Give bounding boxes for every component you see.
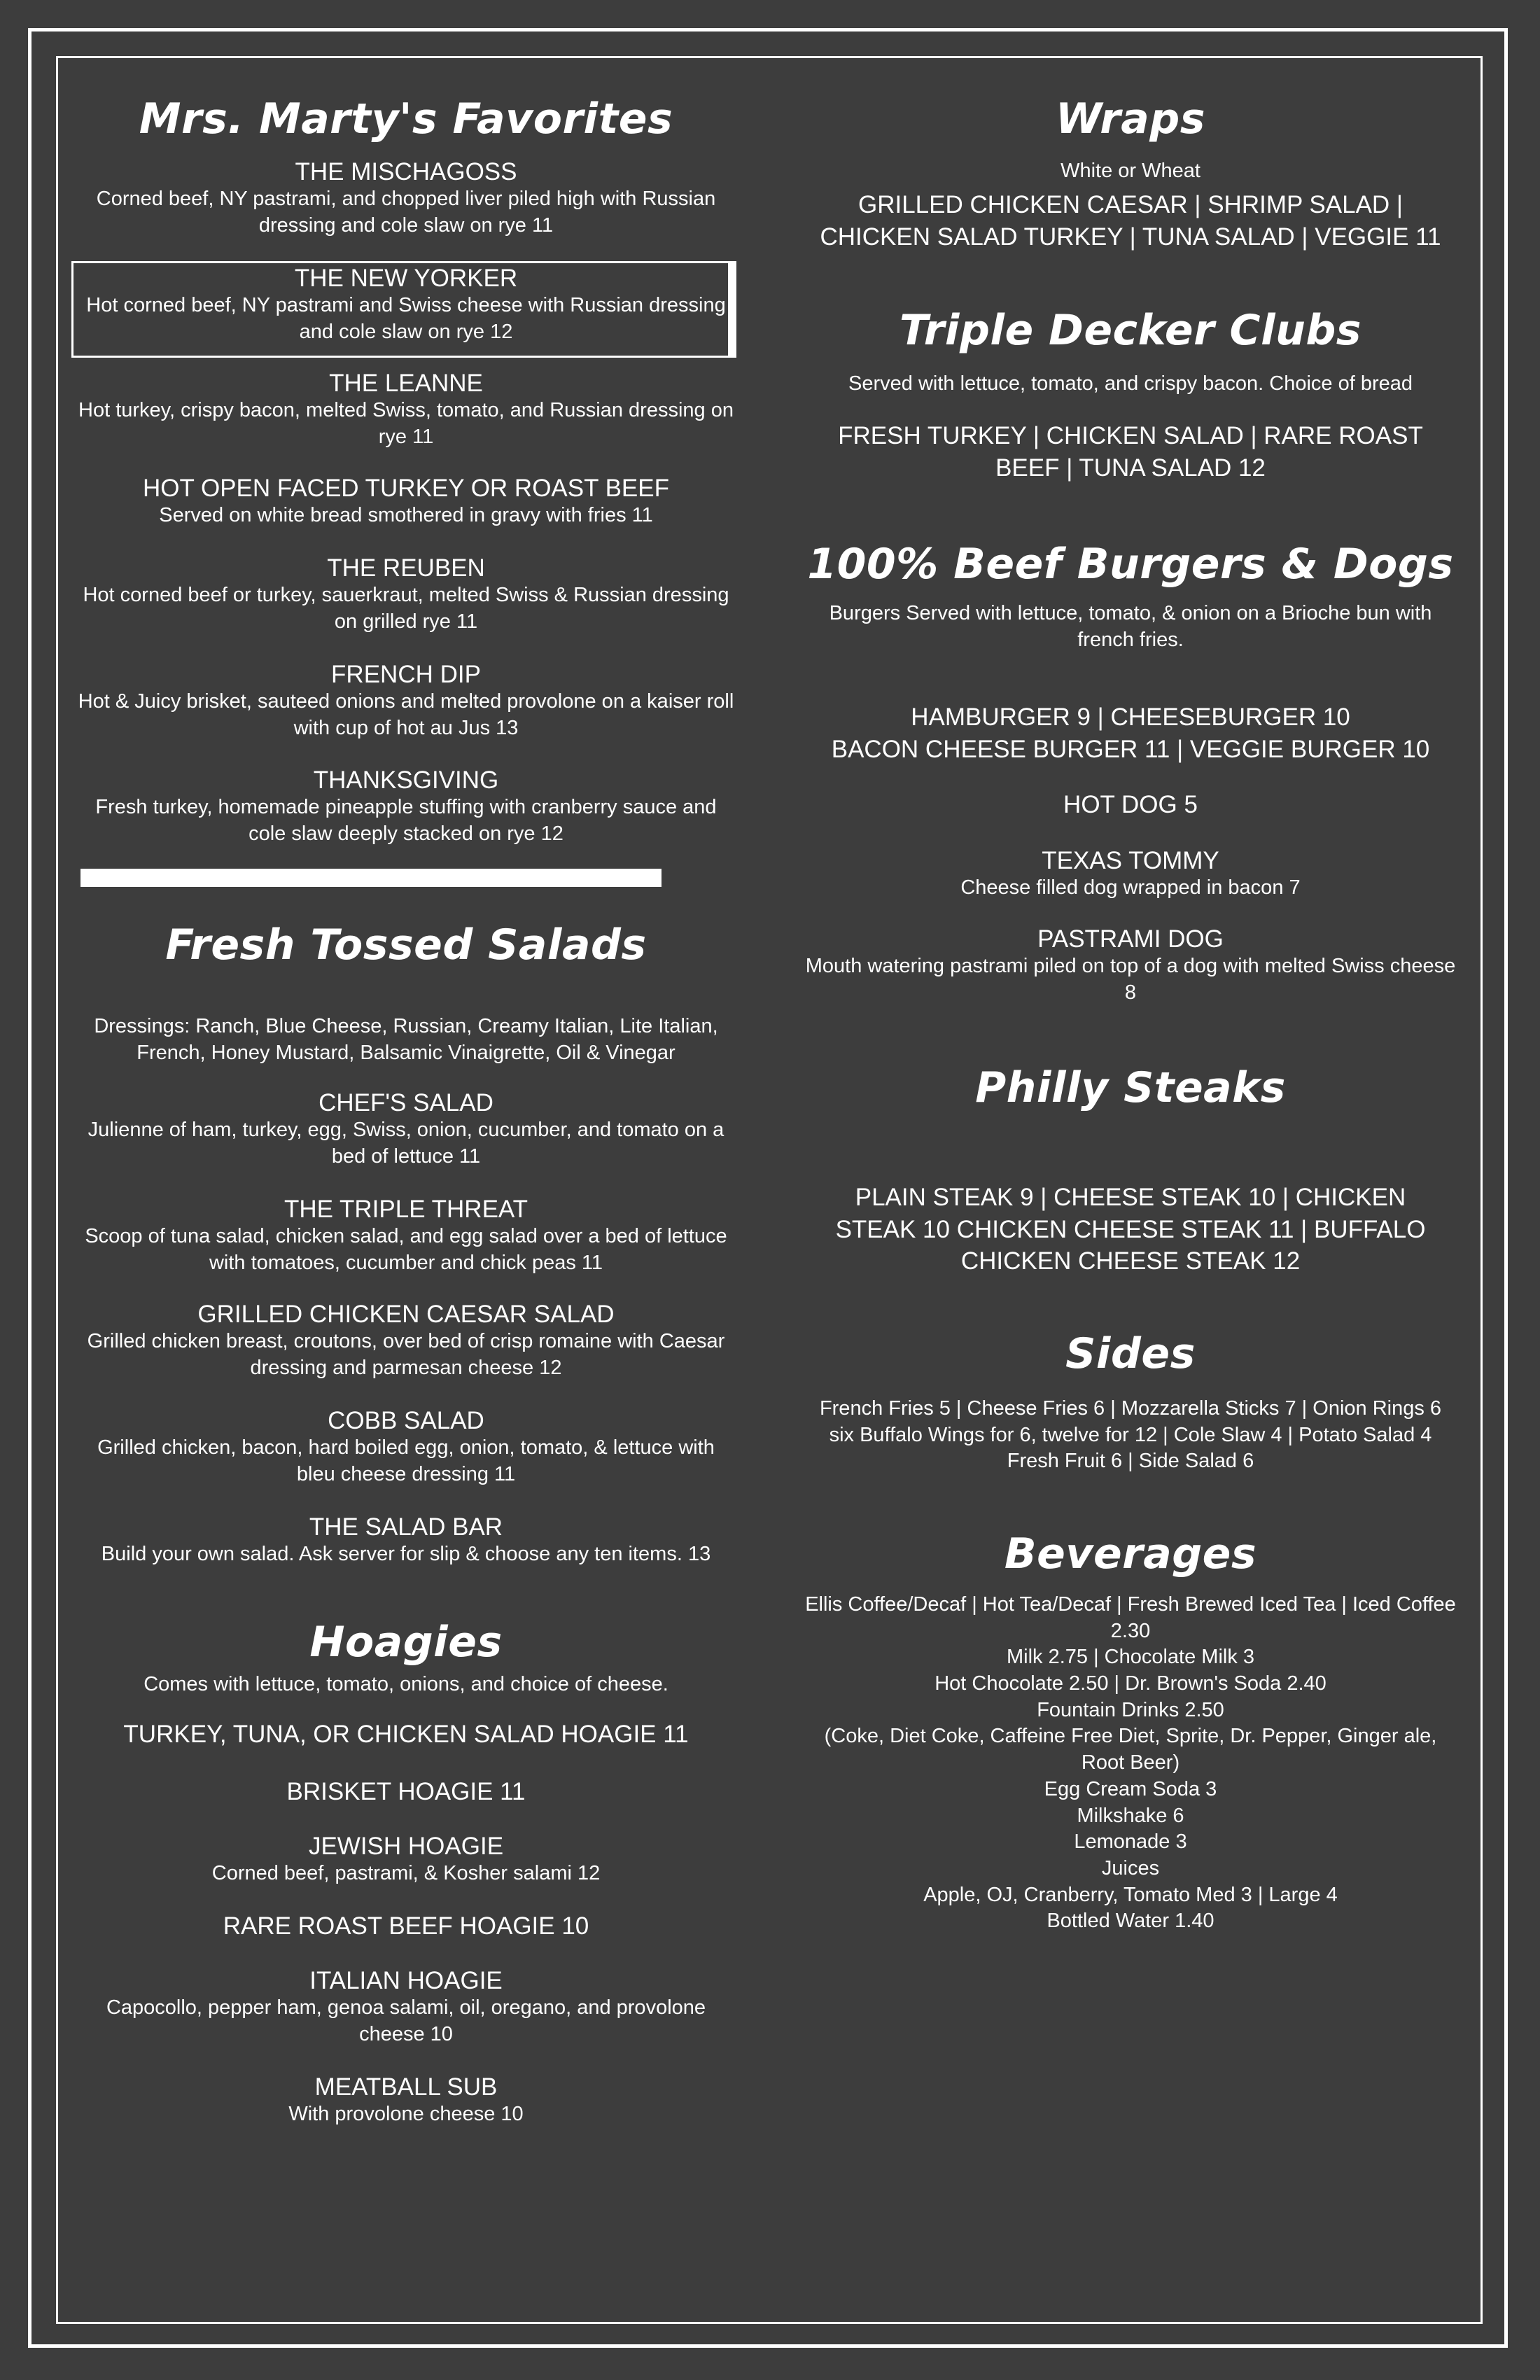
menu-item — [77, 1833, 735, 1887]
item-name: ITALIAN HOAGIE — [309, 1967, 503, 1994]
philly-section — [805, 1063, 1456, 1112]
hot-dog-item: HOT DOG 5 — [1063, 791, 1198, 818]
menu-item — [77, 1301, 735, 1382]
beverage-line: Lemonade 3 — [1074, 1830, 1187, 1854]
salad-dressings — [77, 1014, 735, 1066]
menu-item — [77, 661, 735, 742]
sides-section — [805, 1329, 1456, 1378]
item-desc: Capocollo, pepper ham, genoa salami, oil, oregano, and provolone cheese 10 — [106, 1996, 706, 2045]
item-desc: Corned beef, NY pastrami, and chopped liver piled high with Russian dressing and cole slaw on rye 11 — [96, 188, 716, 237]
favorites-section — [77, 94, 735, 144]
burgers-note: Burgers Served with lettuce, tomato, & onion on a Brioche bun with french fries. — [829, 602, 1432, 651]
salads-heading: Fresh Tossed Salads — [165, 920, 647, 969]
beverage-line: Milkshake 6 — [1077, 1804, 1184, 1827]
item-name: RARE ROAST BEEF HOAGIE 10 — [223, 1912, 589, 1940]
beverages-section — [805, 1530, 1456, 1578]
beverage-line: Egg Cream Soda 3 — [1044, 1777, 1217, 1800]
item-name: TURKEY, TUNA, OR CHICKEN SALAD HOAGIE 11 — [123, 1721, 689, 1748]
menu-item — [77, 1967, 735, 2048]
salads-section — [77, 920, 735, 969]
burgers-list-block — [805, 701, 1456, 765]
sides-line: French Fries 5 | Cheese Fries 6 | Mozzarella Sticks 7 | Onion Rings 6 — [819, 1397, 1442, 1420]
item-name: JEWISH HOAGIE — [308, 1833, 504, 1860]
item-name: THE TRIPLE THREAT — [284, 1196, 528, 1223]
item-name: PASTRAMI DOG — [1037, 925, 1224, 953]
beverages-heading: Beverages — [1004, 1530, 1257, 1578]
clubs-note: Served with lettuce, tomato, and crispy bacon. Choice of bread — [848, 372, 1413, 395]
menu-item — [77, 1089, 735, 1170]
menu-item — [77, 1912, 735, 1940]
item-desc: Scoop of tuna salad, chicken salad, and egg salad over a bed of lettuce with tomatoes, cucumber and chick peas 11 — [85, 1225, 727, 1274]
menu-item — [77, 1721, 735, 1749]
item-name: FRENCH DIP — [331, 661, 481, 688]
item-name: THE SALAD BAR — [309, 1513, 503, 1541]
beverage-line: Fountain Drinks 2.50 — [1037, 1698, 1224, 1721]
wraps-heading: Wraps — [1056, 94, 1205, 144]
dressings-note: Dressings: Ranch, Blue Cheese, Russian, Creamy Italian, Lite Italian, French, Honey Mustard, Balsamic Vinaigrette, Oil & Vinegar — [94, 1015, 718, 1064]
item-desc: Grilled chicken, bacon, hard boiled egg, onion, tomato, & lettuce with bleu cheese dressing 11 — [97, 1436, 715, 1485]
item-name: THE NEW YORKER — [294, 265, 518, 292]
clubs-note-block — [805, 371, 1456, 398]
item-name: COBB SALAD — [328, 1407, 484, 1434]
menu-item — [77, 1407, 735, 1488]
wraps-note: White or Wheat — [1060, 160, 1200, 182]
menu-item — [77, 1513, 735, 1568]
item-desc: Grilled chicken breast, croutons, over bed of crisp romaine with Caesar dressing and parmesan cheese 12 — [87, 1330, 725, 1379]
item-desc: Hot turkey, crispy bacon, melted Swiss, tomato, and Russian dressing on rye 11 — [78, 399, 734, 448]
menu-item — [77, 554, 735, 636]
menu-item — [77, 158, 735, 239]
beverage-line: Juices — [1101, 1856, 1160, 1879]
hot-dog-block — [805, 791, 1456, 819]
item-name: THANKSGIVING — [313, 766, 499, 794]
philly-list-block — [816, 1182, 1446, 1278]
sides-line: Fresh Fruit 6 | Side Salad 6 — [1007, 1450, 1254, 1473]
menu-item — [77, 2073, 735, 2128]
item-name: BRISKET HOAGIE 11 — [286, 1778, 526, 1805]
item-desc: Build your own salad. Ask server for slip & choose any ten items. 13 — [101, 1543, 711, 1566]
beverage-line: Apple, OJ, Cranberry, Tomato Med 3 | Large 4 — [923, 1883, 1338, 1906]
burgers-note-block — [805, 601, 1456, 653]
item-desc: With provolone cheese 10 — [288, 2103, 524, 2126]
item-name: THE LEANNE — [329, 370, 483, 397]
beverage-line: Milk 2.75 | Chocolate Milk 3 — [1006, 1646, 1255, 1669]
item-name: GRILLED CHICKEN CAESAR SALAD — [197, 1301, 615, 1328]
sides-heading: Sides — [1065, 1329, 1196, 1378]
burgers-list-line: HAMBURGER 9 | CHEESEBURGER 10 — [911, 704, 1350, 731]
item-name: CHEF'S SALAD — [318, 1089, 493, 1116]
clubs-section — [805, 306, 1456, 355]
menu-item — [77, 370, 735, 451]
item-desc: Hot corned beef or turkey, sauerkraut, melted Swiss & Russian dressing on grilled rye 11 — [83, 584, 729, 633]
item-desc: Mouth watering pastrami piled on top of a dog with melted Swiss cheese 8 — [805, 955, 1456, 1004]
wraps-section — [805, 94, 1456, 144]
sides-lines — [805, 1396, 1456, 1475]
clubs-list-block — [816, 420, 1446, 484]
item-desc: Hot corned beef, NY pastrami and Swiss cheese with Russian dressing and cole slaw on rye 12 — [86, 294, 726, 343]
item-name: THE MISCHAGOSS — [295, 158, 517, 186]
menu-item — [805, 847, 1456, 902]
item-desc: Julienne of ham, turkey, egg, Swiss, onion, cucumber, and tomato on a bed of lettuce 11 — [88, 1119, 724, 1168]
clubs-heading: Triple Decker Clubs — [899, 306, 1362, 355]
beverage-line: Hot Chocolate 2.50 | Dr. Brown's Soda 2.40 — [934, 1672, 1326, 1695]
item-desc: Fresh turkey, homemade pineapple stuffing with cranberry sauce and cole slaw deeply stacked on rye 12 — [95, 796, 717, 845]
philly-list: PLAIN STEAK 9 | CHEESE STEAK 10 | CHICKEN STEAK 10 CHICKEN CHEESE STEAK 11 | BUFFALO CHICKEN CHEESE STEAK 12 — [835, 1184, 1426, 1275]
wraps-note-block — [805, 158, 1456, 185]
item-desc: Corned beef, pastrami, & Kosher salami 12 — [211, 1862, 601, 1885]
menu-item — [77, 475, 735, 529]
hoagies-section — [77, 1618, 735, 1667]
burgers-heading: 100% Beef Burgers & Dogs — [807, 540, 1454, 589]
sides-line: six Buffalo Wings for 6, twelve for 12 | Cole Slaw 4 | Potato Salad 4 — [829, 1423, 1432, 1446]
favorites-heading: Mrs. Marty's Favorites — [139, 94, 673, 144]
burgers-list-line: BACON CHEESE BURGER 11 | VEGGIE BURGER 10 — [831, 735, 1430, 763]
burgers-section — [805, 540, 1456, 589]
item-name: THE REUBEN — [327, 554, 485, 582]
wraps-list: GRILLED CHICKEN CAESAR | SHRIMP SALAD | CHICKEN SALAD TURKEY | TUNA SALAD | VEGGIE 11 — [820, 191, 1441, 251]
beverage-line: (Coke, Diet Coke, Caffeine Free Diet, Sprite, Dr. Pepper, Ginger ale, Root Beer) — [824, 1725, 1437, 1774]
beverage-line: Bottled Water 1.40 — [1046, 1910, 1214, 1933]
hoagies-heading: Hoagies — [309, 1618, 503, 1667]
wraps-list-block — [816, 189, 1446, 253]
menu-item — [77, 766, 735, 848]
item-desc: Cheese filled dog wrapped in bacon 7 — [960, 876, 1301, 899]
hoagies-note-block — [77, 1672, 735, 1698]
menu-item — [805, 925, 1456, 1007]
item-desc: Hot & Juicy brisket, sauteed onions and melted provolone on a kaiser roll with cup of hot au Jus 13 — [78, 690, 734, 739]
item-name: MEATBALL SUB — [314, 2073, 498, 2101]
philly-heading: Philly Steaks — [975, 1063, 1286, 1112]
menu-item — [77, 265, 735, 346]
item-desc: Served on white bread smothered in gravy with fries 11 — [159, 504, 653, 527]
item-name: TEXAS TOMMY — [1042, 847, 1219, 874]
item-name: HOT OPEN FACED TURKEY OR ROAST BEEF — [142, 475, 670, 502]
section-divider — [80, 869, 662, 887]
beverages-lines — [805, 1592, 1456, 1935]
clubs-list: FRESH TURKEY | CHICKEN SALAD | RARE ROAST BEEF | TUNA SALAD 12 — [838, 422, 1423, 482]
beverage-line: Ellis Coffee/Decaf | Hot Tea/Decaf | Fresh Brewed Iced Tea | Iced Coffee 2.30 — [805, 1593, 1456, 1642]
menu-item — [77, 1778, 735, 1806]
hoagies-note: Comes with lettuce, tomato, onions, and choice of cheese. — [144, 1673, 668, 1695]
menu-item — [77, 1196, 735, 1277]
